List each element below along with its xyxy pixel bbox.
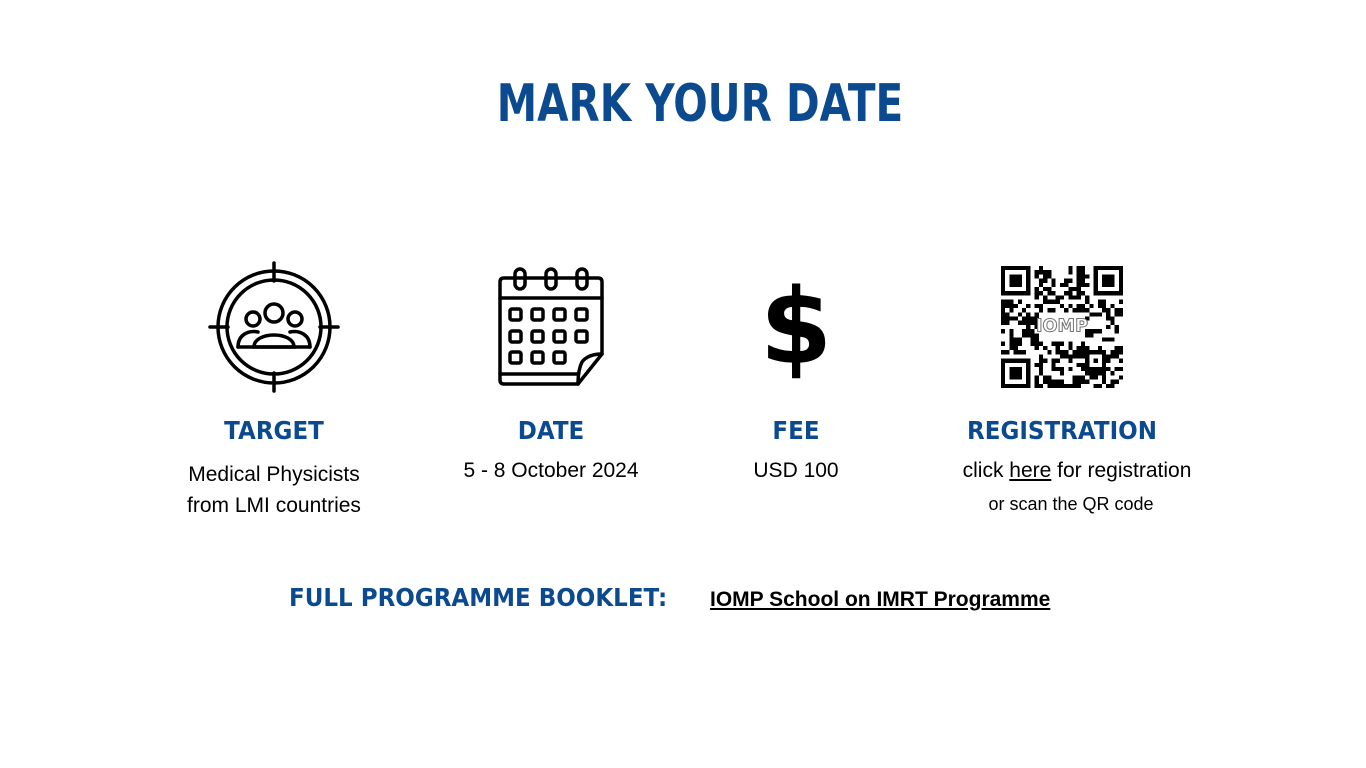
- calendar-icon: [496, 266, 606, 388]
- fee-heading: FEE: [772, 416, 820, 445]
- registration-suffix: for registration: [1051, 459, 1192, 482]
- qr-logo: IOMP: [1035, 316, 1089, 337]
- target-line-1: Medical Physicists: [188, 463, 360, 486]
- date-text: 5 - 8 October 2024: [463, 459, 639, 482]
- page-title: MARK YOUR DATE: [496, 74, 904, 134]
- target-heading: TARGET: [224, 416, 324, 445]
- booklet-link[interactable]: IOMP School on IMRT Programme: [710, 588, 1051, 611]
- dollar-symbol: $: [759, 266, 833, 388]
- target-group-icon: [208, 261, 340, 393]
- registration-note: or scan the QR code: [988, 494, 1154, 514]
- registration-text: [927, 455, 1227, 486]
- fee-text: USD 100: [753, 459, 839, 482]
- date-heading: DATE: [517, 416, 585, 445]
- booklet-label: FULL PROGRAMME BOOKLET:: [289, 583, 668, 612]
- registration-prefix: click: [962, 459, 1010, 482]
- target-line-2: from LMI countries: [187, 494, 361, 517]
- target-text: [154, 459, 394, 521]
- registration-heading: REGISTRATION: [967, 416, 1157, 445]
- qr-code-icon[interactable]: [1001, 266, 1123, 388]
- registration-link[interactable]: here: [1009, 459, 1052, 482]
- dollar-icon: [746, 266, 846, 388]
